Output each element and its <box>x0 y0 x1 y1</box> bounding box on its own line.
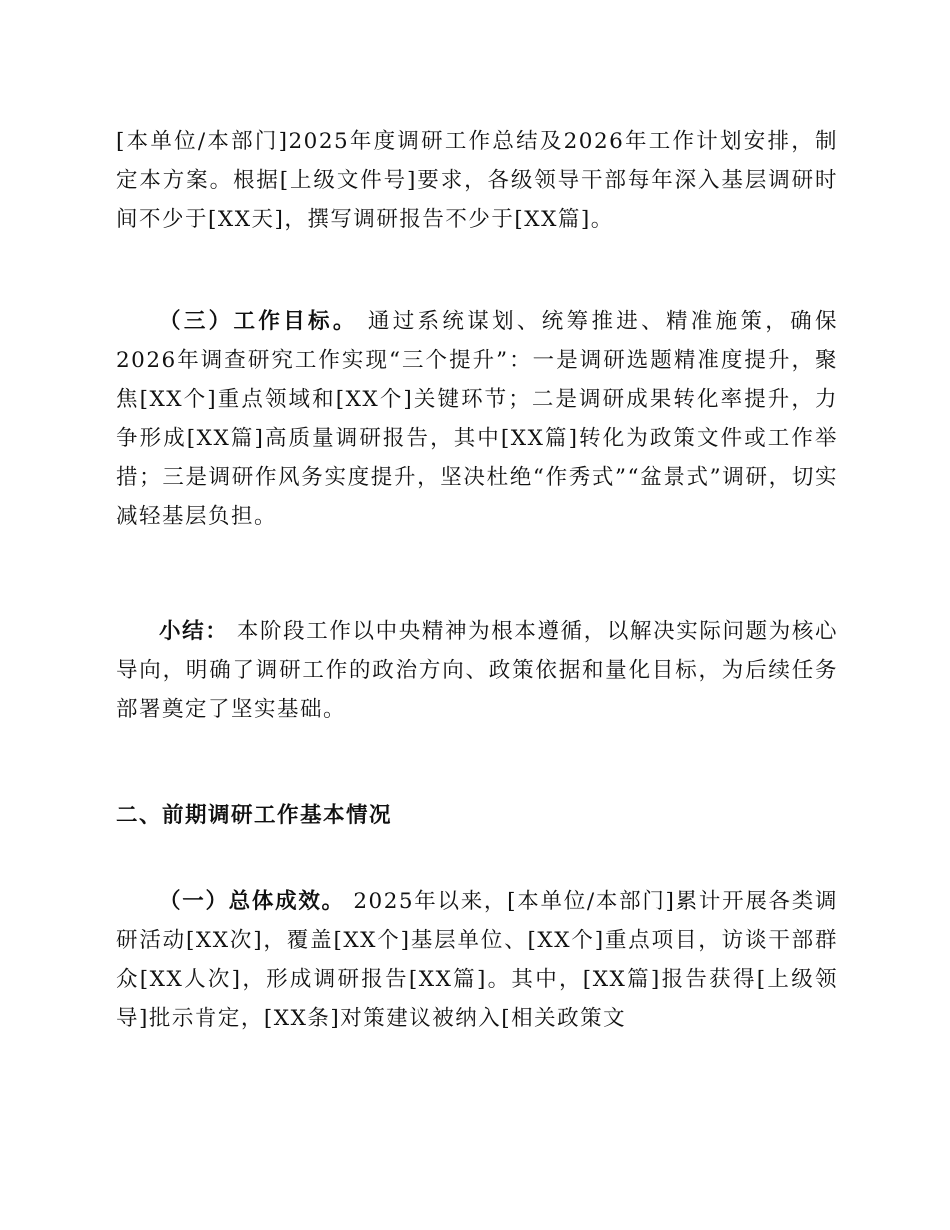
paragraph-summary-text: 本阶段工作以中央精神为根本遵循，以解决实际问题为核心导向，明确了调研工作的政治方向、政策依据和量化目标，为后续任务部署奠定了坚实基础。 <box>116 619 838 722</box>
section-lead-overall-results: （一）总体成效。 <box>159 889 345 914</box>
paragraph-work-goals <box>116 302 838 536</box>
paragraph-work-goals-text: 通过系统谋划、统筹推进、精准施策，确保2026年调查研究工作实现“三个提升”：一是调研选题精准度提升，聚焦[XX个]重点领域和[XX个]关键环节；二是调研成果转化率提升，力争形成[XX篇]高质量调研报告，其中[XX篇]转化为政策文件或工作举措；三是调研作风务实度提升，坚决杜绝“作秀式”“盆景式”调研，切实减轻基层负担。 <box>116 309 838 529</box>
section-lead-work-goals: （三）工作目标。 <box>159 309 358 334</box>
section-heading-2: 二、前期调研工作基本情况 <box>116 803 393 828</box>
paragraph-intro <box>116 122 838 239</box>
paragraph-overall-results <box>116 882 838 1038</box>
summary-lead: 小结： <box>159 619 229 644</box>
paragraph-overall-results-text: 2025年以来，[本单位/本部门]累计开展各类调研活动[XX次]，覆盖[XX个]基层单位、[XX个]重点项目，访谈干部群众[XX人次]，形成调研报告[XX篇]。其中，[XX篇]报告获得[上级领导]批示肯定，[XX条]对策建议被纳入[相关政策文 <box>116 889 838 1031</box>
paragraph-summary <box>116 612 838 729</box>
paragraph-intro-text: [本单位/本部门]2025年度调研工作总结及2026年工作计划安排，制定本方案。根据[上级文件号]要求，各级领导干部每年深入基层调研时间不少于[XX天]，撰写调研报告不少于[XX篇]。 <box>116 129 838 232</box>
